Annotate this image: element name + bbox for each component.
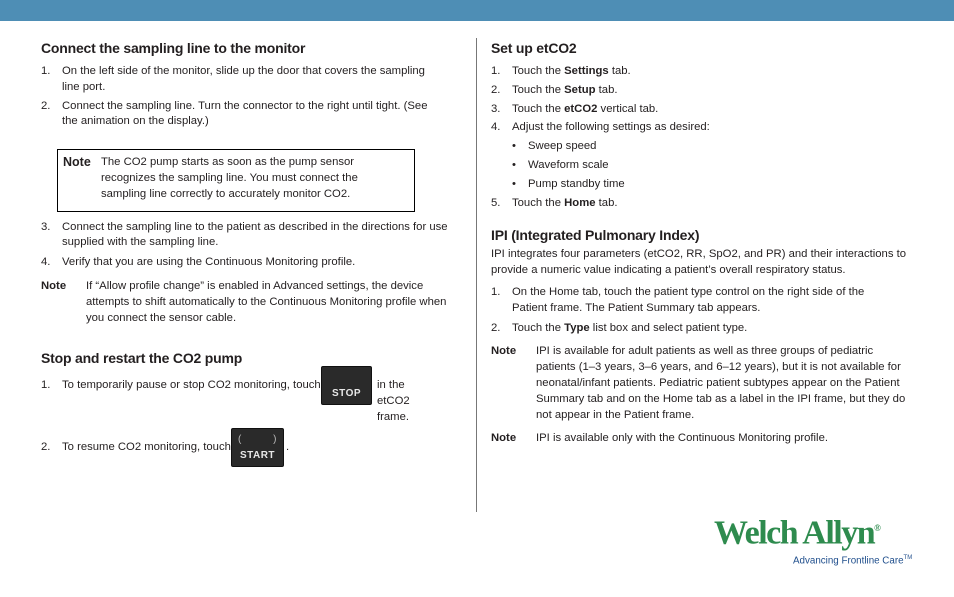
start-step [41,434,466,480]
bullet-dot: • [512,158,516,171]
bullet-text: Waveform scale [528,158,609,171]
bullet-dot: • [512,177,516,190]
logo-name: Welch Allyn [714,514,875,552]
step-number: 2. [41,441,51,454]
bullet-dot: • [512,140,516,153]
step-text: To resume CO2 monitoring, touch [62,441,231,454]
setup-steps [491,64,911,211]
step-text: Verify that you are using the Continuous Monitoring profile. [62,256,356,269]
step-text: To temporarily pause or stop CO2 monitoring, touch [62,379,321,392]
list-item [41,255,466,271]
step-bold: Settings [564,65,609,77]
note-text: IPI is available for adult patients as well as three groups of pediatric patients (1–3 years, 3–6 years, and 6–12 years), but it is not available for neonatal/infant patients. Pediatric patient subtypes appear on the Patient Summary tab and on the Home tab as a label in the IPI frame, but they do not appear in the Patient frame. [536,345,906,421]
step-bold: etCO2 [564,102,598,115]
list-item [491,64,911,80]
step-text: in the etCO2 frame. [377,379,410,423]
note-label: Note [491,432,517,445]
stop-button[interactable] [321,366,372,405]
start-button-brackets [238,432,277,448]
list-item [491,285,911,317]
bullet-item [491,139,911,155]
tagline-text: Advancing Frontline Care [793,555,904,567]
note [491,344,911,423]
step-text: vertical tab. [597,102,659,115]
setup-heading: Set up etCO2 [491,40,577,56]
note [63,155,406,202]
list-item [41,99,436,131]
logo-tagline [793,555,912,566]
step-number: 3. [41,220,51,233]
note-label: Note [63,155,91,170]
steps-list [41,220,466,271]
step-number: 1. [41,379,51,392]
right-column [491,38,911,447]
ipi-intro: IPI integrates four parameters (etCO2, RR, SpO2, and PR) and their interactions to provide a numeric value indicating a patient’s overall respiratory status. [491,248,907,277]
step-number: 4. [41,256,51,269]
welch-allyn-logo [714,511,929,567]
step-number: 5. [491,196,501,209]
note-box [57,149,415,211]
bullet-item [491,158,911,174]
list-item [491,83,911,99]
step-text: . [286,441,290,454]
step-bold: Setup [564,83,596,96]
list-item [491,196,911,212]
step-number: 1. [491,285,501,298]
steps-list [41,64,466,130]
step-number: 4. [491,121,501,134]
step-text: tab. [608,65,631,77]
note-label: Note [41,279,67,292]
step-text: Touch the [512,321,565,334]
bullet-item [491,177,911,193]
connect-heading: Connect the sampling line to the monitor [41,40,306,56]
step-text: tab. [595,83,618,96]
step-bold: Home [564,196,596,209]
step-text: Touch the [512,102,565,115]
note [41,279,466,326]
bracket-left: ( [238,434,242,446]
column-divider [476,38,477,512]
step-number: 3. [491,102,501,115]
header-bar [0,0,954,21]
list-item [41,64,436,96]
list-item [41,220,466,252]
ipi-heading: IPI (Integrated Pulmonary Index) [491,227,700,244]
list-item [491,120,911,136]
step-number: 1. [41,65,51,77]
logo-registered: ® [874,523,881,533]
note [491,431,911,447]
note-text: The CO2 pump starts as soon as the pump sensor recognizes the sampling line. You must connect the sampling line correctly to accurately monitor CO2. [101,156,358,200]
stop-heading: Stop and restart the CO2 pump [41,350,243,367]
step-text: On the Home tab, touch the patient type control on the right side of the Patient frame. The Patient Summary tab appears. [512,285,865,314]
stop-button-label: STOP [331,387,362,399]
step-number: 2. [41,99,51,112]
step-text: Touch the [512,83,565,96]
note-label: Note [491,345,517,358]
left-column [41,38,466,480]
note-text: If “Allow profile change” is enabled in Advanced settings, the device attempts to shift automatically to the Continuous Monitoring profile when you connect the sensor cable. [86,279,447,324]
step-text: Adjust the following settings as desired: [512,121,710,134]
list-item [491,321,911,337]
list-item [491,102,911,118]
note-text: IPI is available only with the Continuous Monitoring profile. [536,432,828,445]
bracket-right: ) [273,434,277,446]
logo-wordmark [714,511,929,550]
bullet-text: Pump standby time [528,177,625,190]
step-number: 2. [491,321,501,334]
step-text: Connect the sampling line to the patient as described in the directions for use supplied with the sampling line. [62,220,448,249]
start-button[interactable] [231,428,284,467]
step-text: tab. [595,196,618,209]
step-number: 2. [491,83,501,96]
bullet-text: Sweep speed [528,140,597,153]
step-bold: Type [564,321,590,334]
step-text: list box and select patient type. [589,321,748,334]
step-text: On the left side of the monitor, slide up the door that covers the sampling line port. [62,65,425,93]
step-number: 1. [491,65,501,77]
start-button-label: START [239,449,276,461]
tagline-tm: TM [903,555,913,561]
step-text: Touch the [512,65,565,77]
step-text: Touch the [512,196,565,209]
step-text: Connect the sampling line. Turn the connector to the right until tight. (See the animation on the display.) [62,99,428,128]
